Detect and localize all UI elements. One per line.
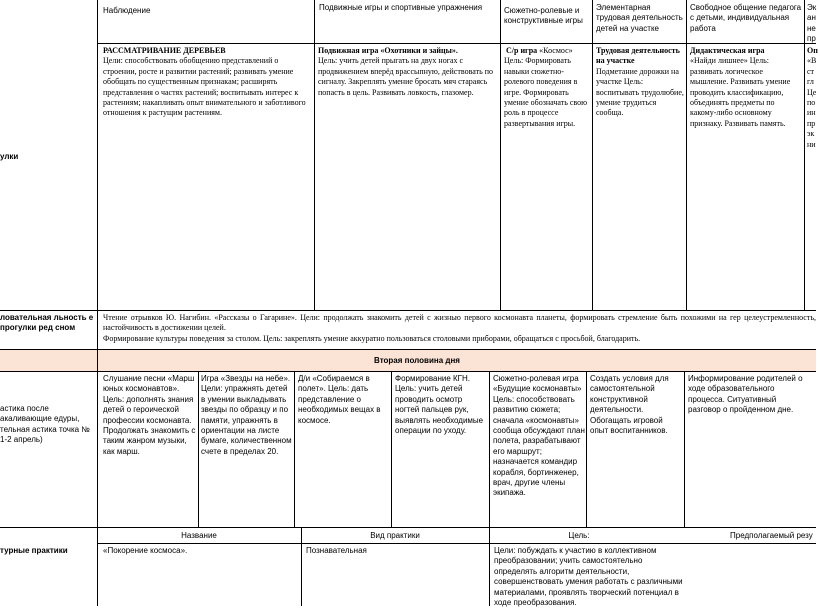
observation-text: Цели: способствовать обобщению представлений о строении, росте и развитии растений; развивать умение обобщать по существенным признакам; расширять представления о частях растений; воспитывать интерес к растениям; накапливать опыт внимательного и заботливого отношения к растущим растениям.	[103, 56, 306, 118]
observation-cell	[103, 46, 311, 119]
col-line	[686, 0, 687, 310]
extra-text: «В ст гл Це по ин пр эк ни	[807, 56, 817, 149]
col-line	[586, 371, 587, 527]
table-left-border	[97, 0, 98, 606]
moving-game-cell	[318, 46, 498, 98]
label-walk: улки	[0, 152, 19, 161]
extra-cell	[807, 46, 817, 150]
stars-game-cell: Игра «Звезды на небе». Цели: упражнять детей в умении выкладывать звезды по образцу и по памяти, упражнять в ориентации на листе бумаге, количественном счете в пределах 20.	[201, 374, 292, 456]
row-divider-band-top	[0, 349, 816, 350]
extra-title: Оп	[807, 46, 818, 55]
edu-activity-cell	[103, 313, 816, 344]
cult-name-value: «Покорение космоса».	[103, 546, 188, 555]
label-edu: ловательная льность е прогулки ред сном	[0, 313, 94, 333]
col-line	[500, 0, 501, 310]
edu-activity-text: Чтение отрывков Ю. Нагибин. «Рассказы о Гагарине». Цели: продолжать знакомить детей с жизнью первого космонавта планеты, формировать стремление быть похожими на гер целеустремленность, настойчивость в достижении целей.	[103, 313, 816, 333]
moving-game-text: Цель: учить детей прыгать на двух ногах с продвижением вперёд врассыпную, действовать по сигналу. Закреплять умение бросать мяч стараясь попасть в цель. Развивать ловкость, глазомер.	[318, 56, 494, 97]
didactic-cell	[690, 46, 802, 129]
cult-header-expected: Предполагаемый резу	[730, 531, 813, 540]
header-observation: Наблюдение	[103, 6, 151, 15]
col-line	[198, 371, 199, 527]
cult-type-value: Познавательная	[306, 546, 367, 555]
hygiene-cell: Формирование КГН. Цель: учить детей проводить осмотр ногтей пальцев рук, выявлять необходимые операции по уходу.	[395, 374, 484, 435]
row-divider-band-bottom	[0, 371, 816, 372]
music-cell: Слушание песни «Марш юных космонавтов». Цель: дополнять знания детей о героической профессии космонавта. Продолжать знакомить с таким жанром музыки, как марш.	[103, 374, 196, 456]
header-free-talk: Свободное общение педагога с детьми, индивидуальная работа	[690, 3, 802, 33]
header-bottom-line	[97, 43, 816, 44]
labor-cell	[596, 46, 684, 119]
cult-goal-value: Цели: побуждать к участию в коллективном преобразовании; учить самостоятельно определять алгоритм деятельности, совершенствовать умения работать с различными материалами, проявлять творческий потенциал в ходе преобразования.	[494, 546, 683, 607]
cult-header-goal: Цель:	[568, 531, 590, 540]
construct-cell: Создать условия для самостоятельной конструктивной деятельности. Обогащать игровой опыт воспитанников.	[590, 374, 669, 435]
labor-text: Подметание дорожки на участке Цель: воспитывать трудолюбие, умение трудиться сообща.	[596, 66, 684, 118]
cult-header-line	[97, 543, 816, 544]
col-line	[314, 0, 315, 310]
labor-title: Трудовая деятельность на участке	[596, 46, 680, 66]
label-gym: астика после акаливающие едуры, тельная астика точка № 1-2 апрель)	[0, 404, 90, 445]
col-line	[684, 371, 685, 527]
col-line	[391, 371, 392, 527]
flight-game-cell: Д/и «Собираемся в полет». Цель: дать представление о необходимых вещах в космосе.	[298, 374, 381, 425]
row-divider-cult-top	[0, 527, 816, 528]
role-game-cell	[504, 46, 590, 129]
label-cult: турные практики	[0, 546, 68, 555]
role-game-title: С/р игра	[506, 46, 538, 55]
cult-header-type: Вид практики	[370, 531, 420, 540]
didactic-title: Дидактическая игра	[690, 46, 765, 55]
edu-activity-text-2: Формирование культуры поведения за столом. Цель: закреплять умение аккуратно пользоваться столовыми приборами, обращаться с просьбой, благодарить.	[103, 333, 641, 343]
cult-header-name: Название	[181, 531, 217, 540]
parents-cell: Информирование родителей о ходе образовательного процесса. Ситуативный разговор о пройденном дне.	[688, 374, 803, 415]
second-half-title: Вторая половина дня	[374, 356, 460, 365]
col-line	[489, 371, 490, 527]
col-line	[592, 0, 593, 310]
didactic-text: «Найди лишнее» Цель: развивать логическое мышление. Развивать умение проводить классификацию, объединять предметы по какому-либо основному признаку. Развивать память.	[690, 56, 791, 128]
moving-game-title: Подвижная игра «Охотники и зайцы».	[318, 46, 458, 55]
header-moving-games: Подвижные игры и спортивные упражнения	[319, 3, 483, 12]
observation-title: РАССМАТРИВАНИЕ ДЕРЕВЬЕВ	[103, 46, 226, 55]
col-line	[804, 0, 805, 310]
row-divider-edu-top	[0, 310, 816, 311]
col-line	[294, 371, 295, 527]
header-extra: Эк ан не пр	[807, 3, 817, 44]
header-labor: Элементарная трудовая деятельность детей на участке	[596, 3, 683, 33]
role-game-title-rest: «Космос»	[537, 46, 573, 55]
cosmonauts-game-cell: Сюжетно-ролевая игра «Будущие космонавты» Цель: способствовать развитию сюжета; сначала «космонавты» сообща обсуждают план полета, разрабатывают его маршрут; назначается командир корабля, бортинженер, врач, другие члены экипажа.	[493, 374, 585, 498]
role-game-text: Цель: Формировать навыки сюжетно-ролевого поведения в игре. Формировать умение обозначать свою роль в процессе развертывания игры.	[504, 56, 588, 128]
header-role-games: Сюжетно-ролевые и конструктивные игры	[504, 6, 583, 26]
